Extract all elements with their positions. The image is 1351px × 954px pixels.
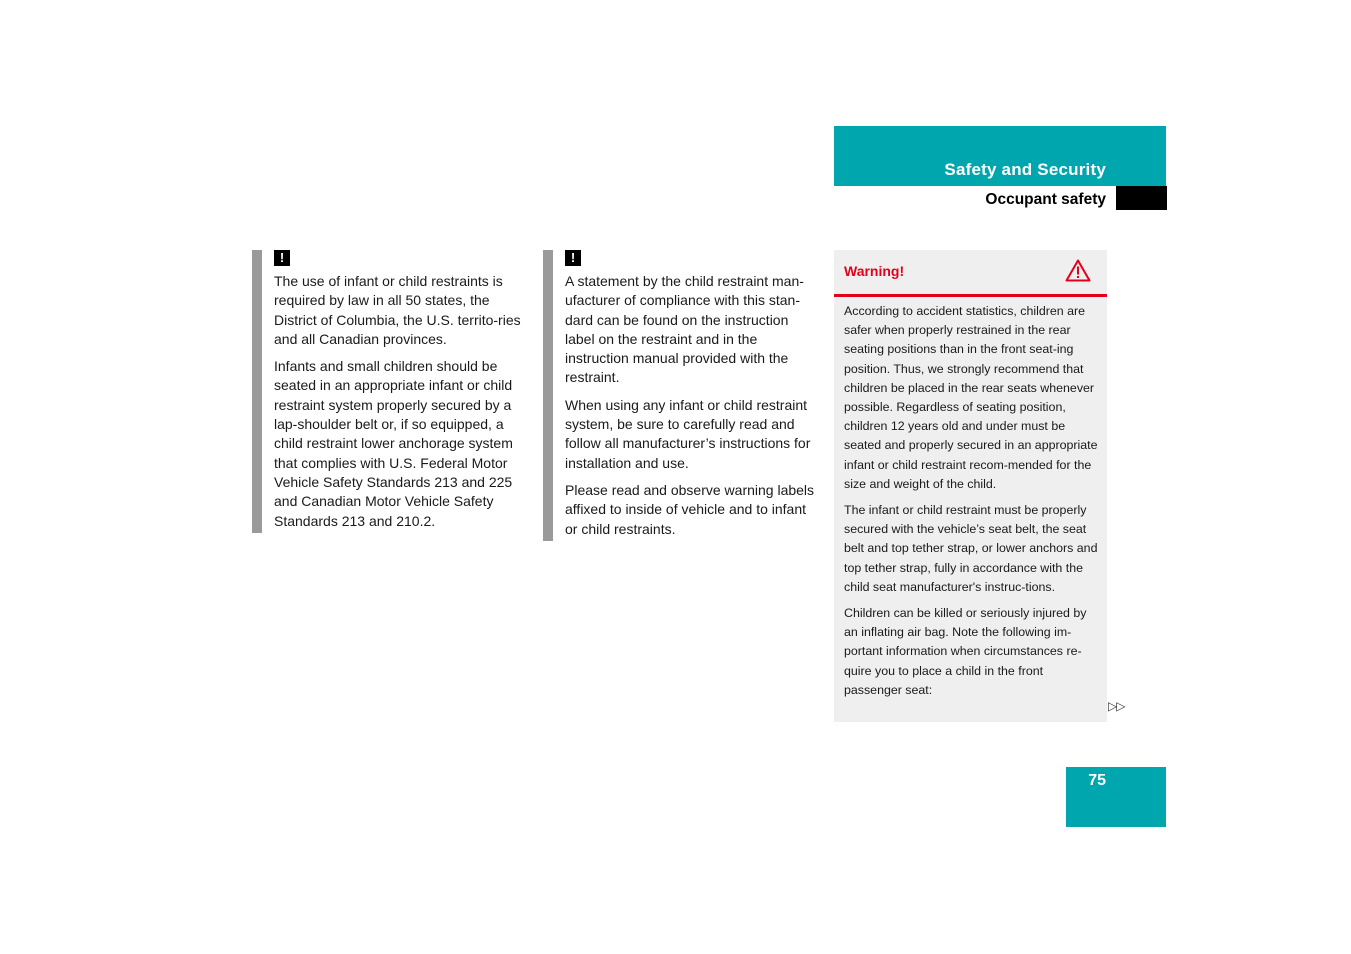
subsection-title: Occupant safety (985, 191, 1106, 208)
warning-paragraph: Children can be killed or seriously injured by an inflating air bag. Note the following im-portant information when circumstances re-quire you to place a child in the front passenger seat: (844, 606, 1087, 697)
warning-title: Warning! (844, 263, 905, 279)
note-paragraph: When using any infant or child restraint system, be sure to carefully read and follow all manufacturer’s instructions for installation and use. (565, 396, 811, 471)
note-side-bar (252, 250, 262, 533)
note-side-bar (543, 250, 553, 541)
note-block-1 (252, 250, 528, 533)
warning-body (834, 297, 1107, 700)
note-paragraph: The use of infant or child restraints is required by law in all 50 states, the District of Columbia, the U.S. territo-ries and all Canadian provinces. (274, 273, 521, 347)
continued-arrows-icon: ▷▷ (1108, 699, 1125, 713)
note-paragraph: Infants and small children should be seated in an appropriate infant or child restraint system properly secured by a lap-shoulder belt or, if so equipped, a child restraint lower anchorage system that complies with U.S. Federal Motor Vehicle Safety Standards 213 and 225 and Canadian Motor Vehicle Safety Standards 213 and 210.2. (274, 358, 513, 529)
note-block-2 (543, 250, 821, 541)
section-title: Safety and Security (944, 160, 1106, 179)
exclamation-icon: ! (274, 250, 290, 266)
note-paragraph: A statement by the child restraint man-ufacturer of compliance with this stan-dard can be found on the instruction label on the restraint and in the instruction manual provided with the restraint. (565, 273, 804, 386)
note-paragraph: Please read and observe warning labels affixed to inside of vehicle and to infant or child restraints. (565, 481, 815, 537)
exclamation-icon: ! (565, 250, 581, 266)
page-number: 75 (1088, 772, 1106, 789)
warning-triangle-icon (1065, 259, 1091, 282)
warning-header (834, 250, 1107, 297)
warning-box (834, 250, 1107, 722)
warning-paragraph: According to accident statistics, children are safer when properly restrained in the rear seating positions than in the front seat-ing position. Thus, we strongly recommend that children be placed in the rear seats whenever possible. Regardless of seating position, children 12 years old and under must be seated and properly secured in an appropriate infant or child restraint recom-mended for the size and weight of the child. (844, 304, 1098, 491)
section-tab-marker (1116, 186, 1167, 210)
warning-paragraph: The infant or child restraint must be properly secured with the vehicle’s seat belt, the seat belt and top tether strap, or lower anchors and top tether strap, fully in accordance with the child seat manufacturer's instruc-tions. (844, 503, 1098, 594)
